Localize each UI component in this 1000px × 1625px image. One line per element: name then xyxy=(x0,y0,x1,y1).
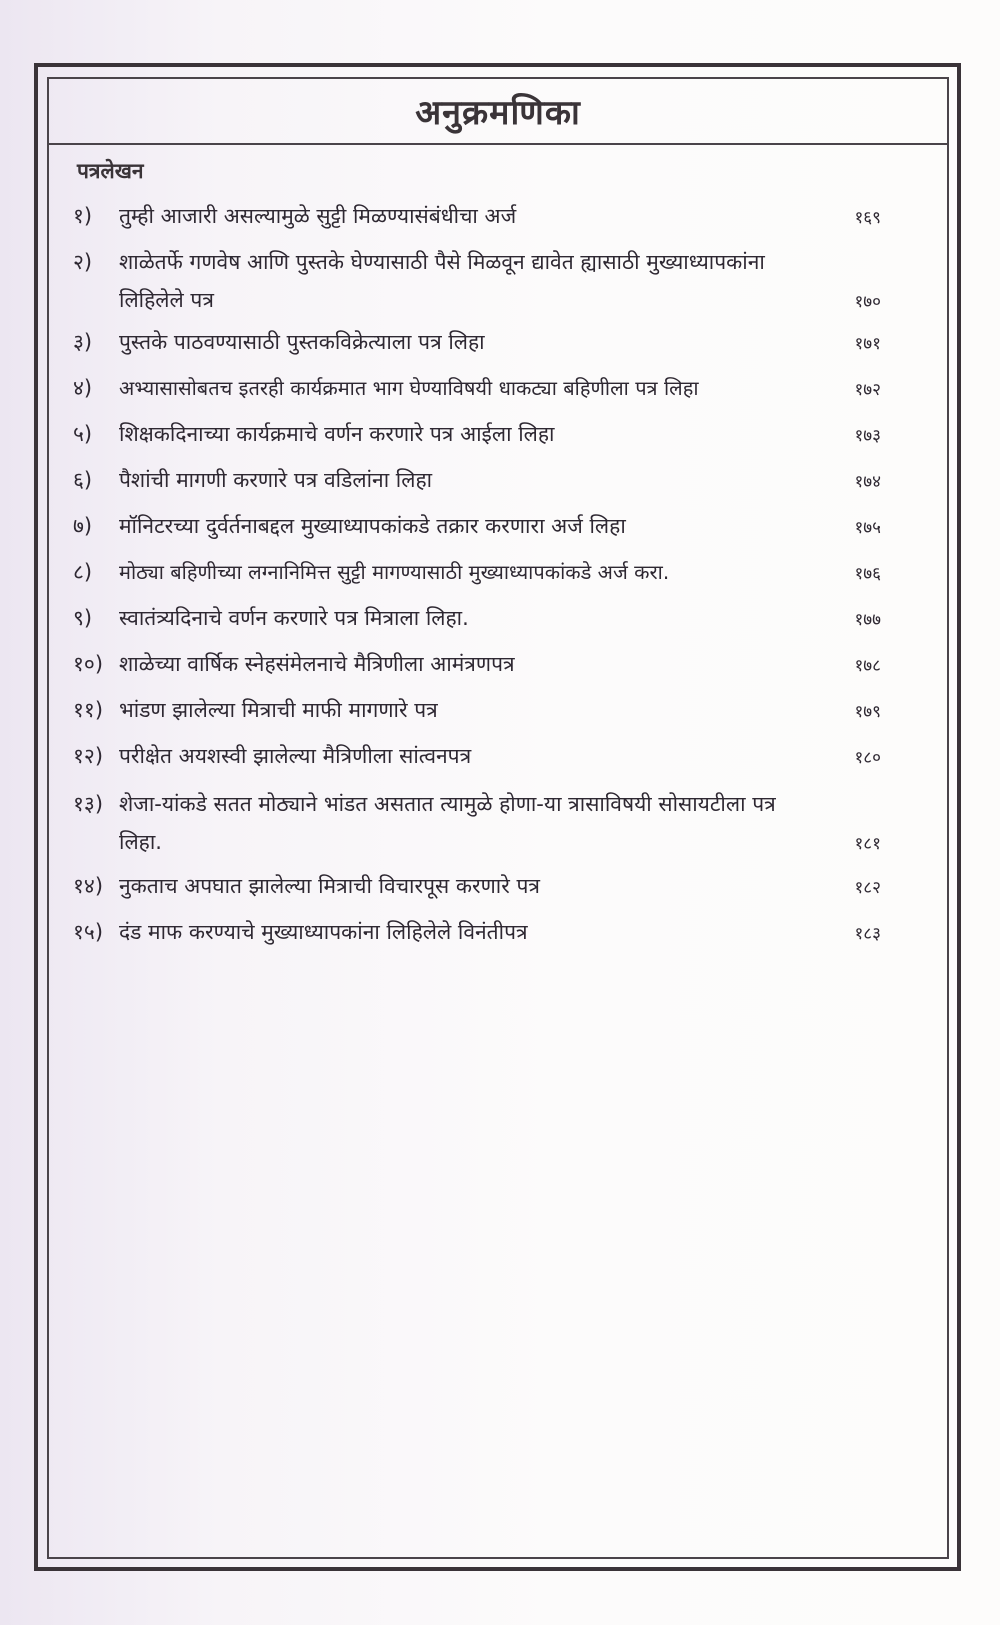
entry-title: शिक्षकदिनाच्या कार्यक्रमाचे वर्णन करणारे पत्र आईला लिहा xyxy=(119,422,555,446)
toc-entry-11 xyxy=(73,691,933,729)
entry-page: १७० xyxy=(854,292,881,312)
entry-page: १७१ xyxy=(854,334,881,354)
title-box xyxy=(49,79,947,145)
toc-entry-8 xyxy=(73,553,933,591)
toc-entry-15 xyxy=(73,913,933,951)
entry-title: शाळेतर्फे गणवेष आणि पुस्तके घेण्यासाठी पैसे मिळवून द्यावेत ह्यासाठी मुख्याध्यापकांना लिहिलेले पत्र xyxy=(119,250,765,312)
toc-entry-13 xyxy=(73,785,933,861)
toc-entry-3 xyxy=(73,323,933,361)
toc-entry-14 xyxy=(73,867,933,905)
entry-title: मॉनिटरच्या दुर्वर्तनाबद्दल मुख्याध्यापकांकडे तक्रार करणारा अर्ज लिहा xyxy=(119,514,626,538)
entry-title: तुम्ही आजारी असल्यामुळे सुट्टी मिळण्यासंबंधीचा अर्ज xyxy=(119,204,517,228)
toc-entry-7 xyxy=(73,507,933,545)
toc-entry-10 xyxy=(73,645,933,683)
entry-title: भांडण झालेल्या मित्राची माफी मागणारे पत्र xyxy=(119,698,438,722)
entry-page: १७३ xyxy=(854,426,881,446)
entry-page: १७७ xyxy=(854,610,881,630)
entry-number: २) xyxy=(73,250,93,274)
entry-page: १७४ xyxy=(854,472,881,492)
entry-title: शाळेच्या वार्षिक स्नेहसंमेलनाचे मैत्रिणीला आमंत्रणपत्र xyxy=(119,652,515,676)
toc-entry-12 xyxy=(73,737,933,775)
entry-title: नुकताच अपघात झालेल्या मित्राची विचारपूस करणारे पत्र xyxy=(119,874,540,898)
inner-border xyxy=(47,77,949,1559)
entry-title: अभ्यासासोबतच इतरही कार्यक्रमात भाग घेण्याविषयी धाकट्या बहिणीला पत्र लिहा xyxy=(119,376,699,400)
toc-entry-1 xyxy=(73,197,933,235)
entry-number: ८) xyxy=(73,560,93,584)
entry-page: १६९ xyxy=(854,208,881,228)
entry-title: मोठ्या बहिणीच्या लग्नानिमित्त सुट्टी मागण्यासाठी मुख्याध्यापकांकडे अर्ज करा. xyxy=(119,560,670,584)
entry-page: १७५ xyxy=(854,518,881,538)
entry-page: १८० xyxy=(854,748,881,768)
entry-title: पुस्तके पाठवण्यासाठी पुस्तकविक्रेत्याला पत्र लिहा xyxy=(119,330,485,354)
entry-number: ७) xyxy=(73,514,93,538)
entry-page: १८३ xyxy=(854,924,881,944)
entry-title: पैशांची मागणी करणारे पत्र वडिलांना लिहा xyxy=(119,468,433,492)
toc-entry-6 xyxy=(73,461,933,499)
entry-title: स्वातंत्र्यदिनाचे वर्णन करणारे पत्र मित्राला लिहा. xyxy=(119,606,469,630)
entry-page: १८१ xyxy=(854,834,881,854)
entry-number: ४) xyxy=(73,376,93,400)
entry-number: १३) xyxy=(73,792,104,816)
entry-title: परीक्षेत अयशस्वी झालेल्या मैत्रिणीला सांत्वनपत्र xyxy=(119,744,472,768)
entry-number: ५) xyxy=(73,422,93,446)
entry-page: १७२ xyxy=(854,380,881,400)
entry-number: १५) xyxy=(73,920,104,944)
toc-entry-2 xyxy=(73,243,933,319)
toc-entry-4 xyxy=(73,369,933,407)
entry-page: १८२ xyxy=(854,878,881,898)
entry-title: शेजा-यांकडे सतत मोठ्याने भांडत असतात त्यामुळे होणा-या त्रासाविषयी सोसायटीला पत्र लिहा. xyxy=(119,792,776,854)
entry-number: ९) xyxy=(73,606,93,630)
entry-number: ११) xyxy=(73,698,104,722)
entry-page: १७८ xyxy=(854,656,881,676)
entry-page: १७६ xyxy=(854,564,881,584)
toc-entry-9 xyxy=(73,599,933,637)
entry-number: १०) xyxy=(73,652,104,676)
page-title: अनुक्रमणिका xyxy=(415,93,581,133)
section-heading: पत्रलेखन xyxy=(77,159,144,183)
entry-number: १) xyxy=(73,204,93,228)
entry-number: ३) xyxy=(73,330,93,354)
toc-entry-5 xyxy=(73,415,933,453)
entry-number: ६) xyxy=(73,468,93,492)
entry-number: १४) xyxy=(73,874,104,898)
entry-page: १७९ xyxy=(854,702,881,722)
entry-number: १२) xyxy=(73,744,104,768)
entry-title: दंड माफ करण्याचे मुख्याध्यापकांना लिहिलेले विनंतीपत्र xyxy=(119,920,528,944)
